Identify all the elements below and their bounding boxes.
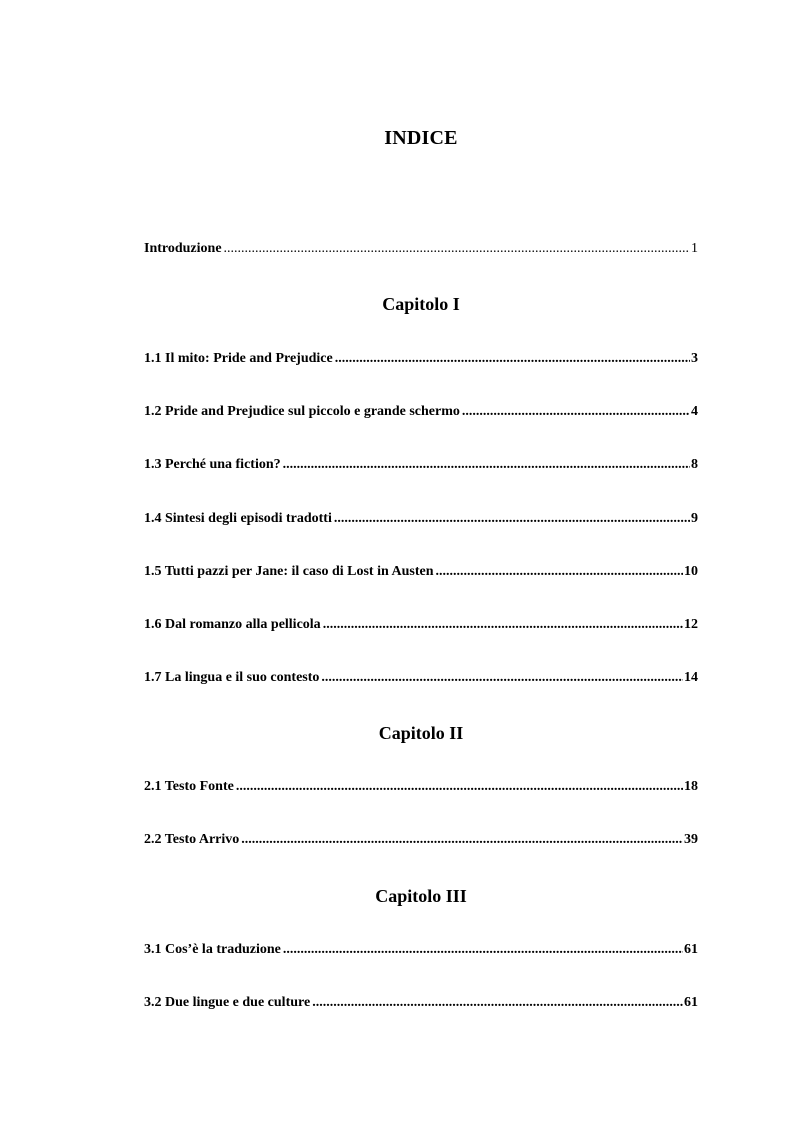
- chapter-heading-3: Capitolo III: [375, 886, 467, 906]
- toc-entry-page: 1: [691, 241, 698, 256]
- toc-dot-leader: [283, 457, 690, 473]
- toc-dot-leader: [241, 832, 683, 848]
- toc-entry-page: 39: [684, 832, 698, 847]
- toc-entry-label: 1.7 La lingua e il suo contesto: [144, 670, 320, 685]
- toc-dot-leader: [323, 617, 683, 633]
- toc-entry-3-1[interactable]: [144, 942, 698, 962]
- toc-entry-label: 1.1 Il mito: Pride and Prejudice: [144, 351, 333, 366]
- toc-entry-label: 3.1 Cos’è la traduzione: [144, 942, 281, 957]
- toc-entry-1-7[interactable]: [144, 670, 698, 690]
- toc-entry-page: 8: [691, 457, 698, 472]
- chapter-heading-1: Capitolo I: [382, 294, 460, 314]
- toc-entry-label: 3.2 Due lingue e due culture: [144, 995, 311, 1010]
- toc-entry-page: 4: [691, 404, 698, 419]
- toc-entry-label: 1.4 Sintesi degli episodi tradotti: [144, 511, 332, 526]
- toc-entry-1-4[interactable]: [144, 511, 698, 531]
- toc-entry-2-2[interactable]: [144, 832, 698, 852]
- toc-entry-page: 61: [684, 942, 698, 957]
- toc-entry-introduzione[interactable]: [144, 241, 698, 261]
- toc-dot-leader: [436, 564, 683, 580]
- toc-entry-page: 12: [684, 617, 698, 632]
- toc-dot-leader: [462, 404, 690, 420]
- toc-dot-leader: [224, 241, 690, 257]
- toc-entry-2-1[interactable]: [144, 779, 698, 799]
- toc-entry-1-6[interactable]: [144, 617, 698, 637]
- toc-dot-leader: [283, 942, 683, 958]
- toc-dot-leader: [334, 511, 690, 527]
- chapter-heading-2: Capitolo II: [378, 723, 464, 743]
- toc-entry-3-2[interactable]: [144, 995, 698, 1015]
- toc-entry-1-1[interactable]: [144, 351, 698, 371]
- toc-dot-leader: [236, 779, 683, 795]
- toc-entry-label: 2.2 Testo Arrivo: [144, 832, 240, 847]
- toc-entry-label: 1.3 Perché una fiction?: [144, 457, 281, 472]
- toc-entry-1-5[interactable]: [144, 564, 698, 584]
- toc-entry-page: 10: [684, 564, 698, 579]
- toc-entry-page: 61: [684, 995, 698, 1010]
- toc-entry-1-2[interactable]: [144, 404, 698, 424]
- toc-entry-1-3[interactable]: [144, 457, 698, 477]
- toc-dot-leader: [335, 351, 690, 367]
- toc-entry-label: 1.5 Tutti pazzi per Jane: il caso di Lost in Austen: [144, 564, 434, 579]
- toc-dot-leader: [312, 995, 683, 1011]
- toc-entry-page: 14: [684, 670, 698, 685]
- toc-entry-page: 9: [691, 511, 698, 526]
- toc-entry-page: 3: [691, 351, 698, 366]
- toc-dot-leader: [321, 670, 683, 686]
- toc-entry-label: Introduzione: [144, 241, 222, 256]
- toc-entry-page: 18: [684, 779, 698, 794]
- toc-entry-label: 1.2 Pride and Prejudice sul piccolo e grande schermo: [144, 404, 460, 419]
- toc-entry-label: 2.1 Testo Fonte: [144, 779, 234, 794]
- page-title: INDICE: [384, 127, 458, 149]
- toc-entry-label: 1.6 Dal romanzo alla pellicola: [144, 617, 321, 632]
